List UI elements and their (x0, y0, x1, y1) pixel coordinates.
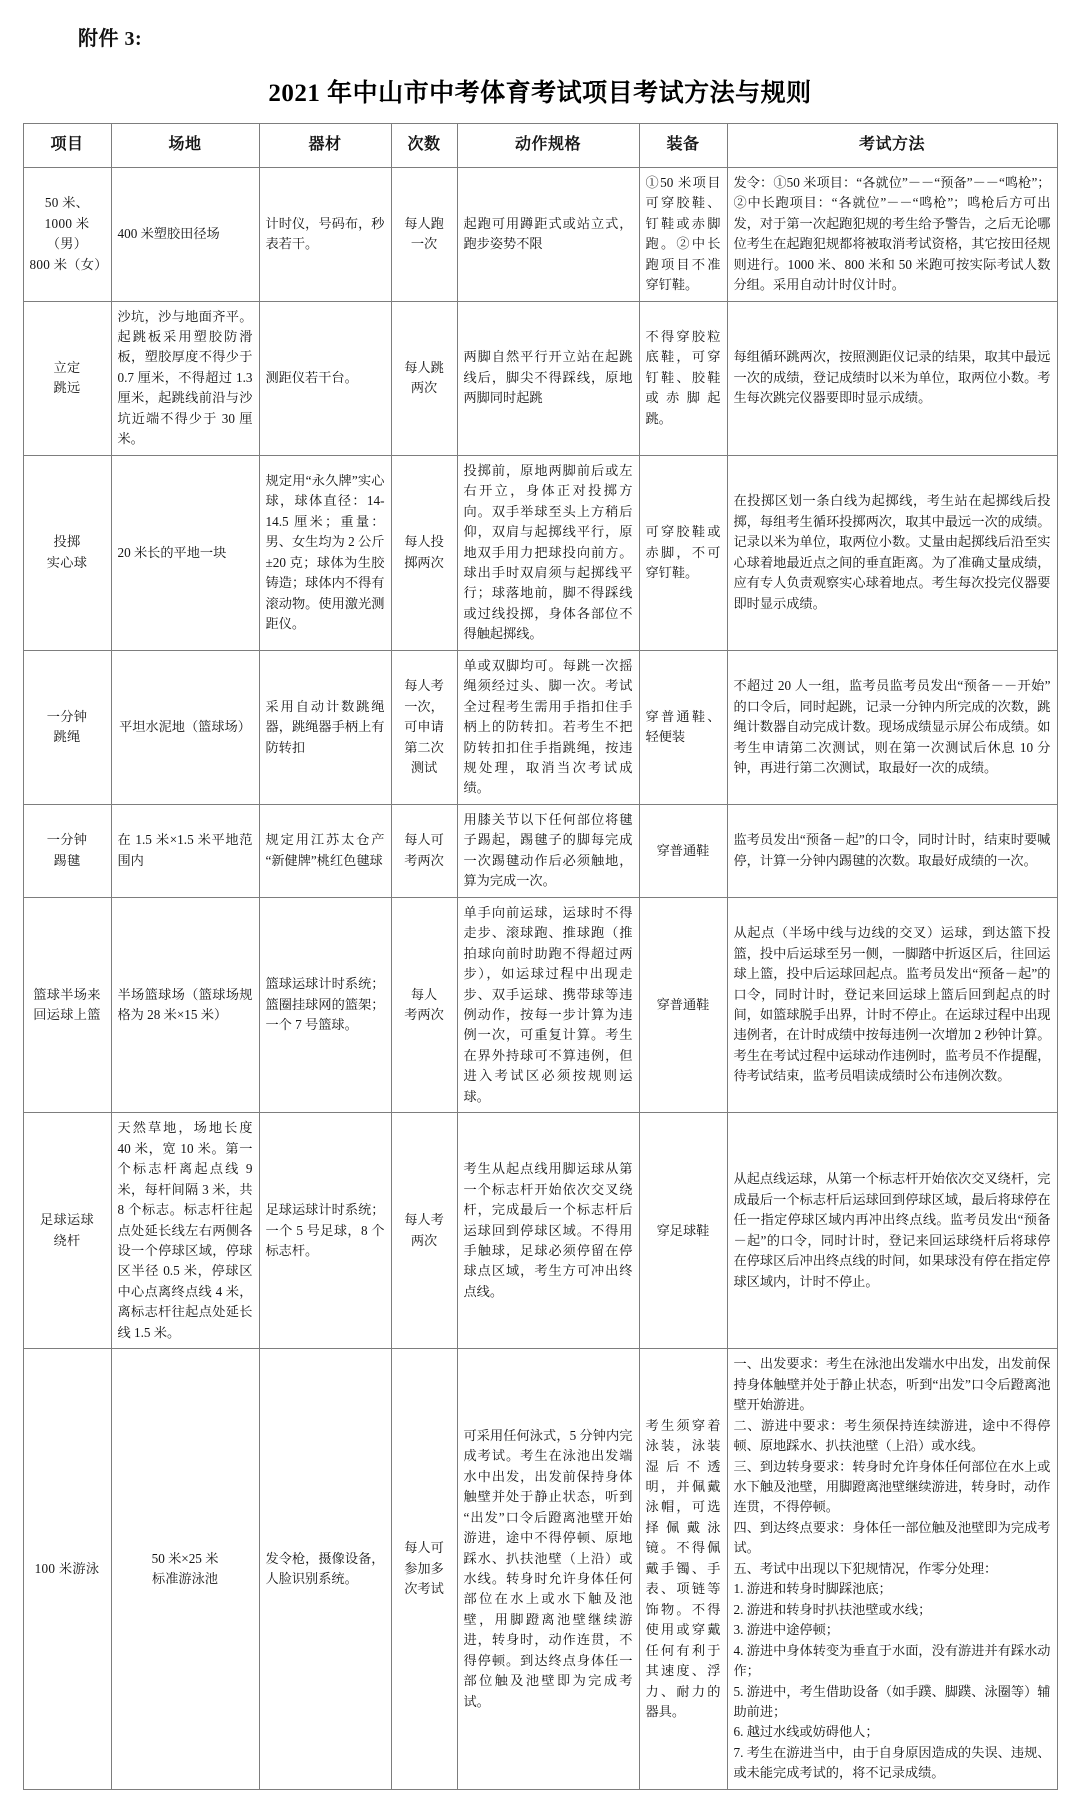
cell-gear: ①50 米项目可穿胶鞋、钉鞋或赤脚跑。②中长跑项目不准穿钉鞋。 (639, 167, 727, 301)
cell-line: 绕杆 (53, 1232, 81, 1248)
cell-equipment: 规定用江苏太仓产“新健牌”桃红色毽球 (259, 804, 391, 897)
cell-line: 50 米、 (44, 195, 90, 211)
cell-spec: 单手向前运球，运球时不得走步、滚球跑、推球跑（推拍球向前时助跑不得超过两步），如运球过程中出现走步、双手运球、携带球等违例动作，按每一步计算为违例一次，可重复计算。考生在界外持球可不算违例，但进入考试区必须按规则运球。 (457, 897, 639, 1113)
cell-method: 发令：①50 米项目：“各就位”－－“预备”－－“鸣枪”；②中长跑项目：“各就位”－－“鸣枪”；鸣枪后方可出发，对于第一次起跑犯规的考生给予警告，之后无论哪位考生在起跑犯规都将被取消考试资格，其它按田径规则进行。1000 米、800 米和 50 米跑可按实际考试人数分组。采用自动计时仪计时。 (727, 167, 1057, 301)
cell-line: 第二次 (404, 739, 444, 755)
cell-equipment: 采用自动计数跳绳器，跳绳器手柄上有防转扣 (259, 650, 391, 804)
cell-line: 足球运球 (40, 1212, 94, 1228)
cell-line: 每人可 (404, 832, 444, 848)
cell-line: 考两次 (404, 852, 444, 868)
cell-spec: 单或双脚均可。每跳一次摇绳须经过头、脚一次。考试全过程考生需用手指扣住手柄上的防转扣。若考生不把防转扣扣住手指跳绳，按违规处理，取消当次考试成绩。 (457, 650, 639, 804)
cell-spec: 考生从起点线用脚运球从第一个标志杆开始依次交叉绕杆，完成最后一个标志杆后运球回到停球区域。不得用手触球，足球必须停留在停球点区域，考生方可冲出终点线。 (457, 1113, 639, 1349)
table-row (23, 167, 1057, 301)
cell-method: 每组循环跳两次，按照测距仪记录的结果，取其中最远一次的成绩，登记成绩时以米为单位，取两位小数。考生每次跳完仪器要即时显示成绩。 (727, 301, 1057, 455)
method-paragraph: 3. 游进中途停顿； (733, 1622, 839, 1638)
cell-times (391, 301, 457, 455)
cell-line: 100 米游泳 (34, 1560, 100, 1576)
cell-times (391, 897, 457, 1113)
cell-line: 一次， (404, 698, 444, 714)
cell-times (391, 455, 457, 650)
cell-equipment: 测距仪若干台。 (259, 301, 391, 455)
cell-gear: 穿足球鞋 (639, 1113, 727, 1349)
cell-line: 每人投 (404, 534, 444, 550)
column-header-spec: 动作规格 (457, 124, 639, 168)
cell-gear: 穿普通鞋、轻便装 (639, 650, 727, 804)
cell-line: 每人可 (404, 1540, 444, 1556)
cell-line: 测试 (410, 760, 438, 776)
cell-item (23, 897, 111, 1113)
cell-line: 篮球半场来 (33, 986, 101, 1002)
cell-method (727, 1349, 1057, 1790)
method-paragraph: 二、游进中要求：考生须保持连续游进，途中不得停顿、原地踩水、扒扶池壁（上沿）或水线。 (733, 1417, 1051, 1454)
cell-venue: 半场篮球场（篮球场规格为 28 米×15 米） (111, 897, 259, 1113)
cell-item (23, 455, 111, 650)
cell-gear: 考生须穿着泳装，泳装湿后不透明，并佩戴泳帽，可选择佩戴泳镜。不得佩戴手镯、手表、项链等饰物。不得使用或穿戴任何有利于其速度、浮力、耐力的器具。 (639, 1349, 727, 1790)
cell-item (23, 1113, 111, 1349)
table-row (23, 455, 1057, 650)
cell-line: 800 米（女） (29, 256, 108, 272)
table-row (23, 897, 1057, 1113)
cell-spec: 用膝关节以下任何部位将毽子踢起，踢毽子的脚每完成一次踢毽动作后必须触地，算为完成一次。 (457, 804, 639, 897)
cell-line: 回运球上篮 (33, 1007, 101, 1023)
cell-venue: 沙坑，沙与地面齐平。起跳板采用塑胶防滑板，塑胶厚度不得少于 0.7 厘米，不得超过 1.3 厘米，起跳线前沿与沙坑近端不得少于 30 厘米。 (111, 301, 259, 455)
cell-line: 跳远 (53, 380, 81, 396)
method-paragraph: 2. 游进和转身时扒扶池壁或水线； (733, 1601, 932, 1617)
cell-equipment: 发令枪，摄像设备，人脸识别系统。 (259, 1349, 391, 1790)
method-paragraph: 四、到达终点要求：身体任一部位触及池壁即为完成考试。 (733, 1519, 1051, 1556)
cell-line: 考两次 (404, 1007, 444, 1023)
method-paragraph: 三、到边转身要求：转身时允许身体任何部位在水上或水下触及池壁，用脚蹬离池壁继续游进，转身时，动作连贯，不得停顿。 (733, 1458, 1051, 1515)
method-paragraph: 6. 越过水线或妨碍他人； (733, 1724, 879, 1740)
method-paragraph: 5. 游进中，考生借助设备（如手蹼、脚蹼、泳圈等）辅助前进； (733, 1683, 1051, 1719)
cell-venue: 400 米塑胶田径场 (111, 167, 259, 301)
cell-line: 50 米×25 米 (151, 1550, 219, 1566)
cell-gear: 可穿胶鞋或赤脚，不可穿钉鞋。 (639, 455, 727, 650)
table-header-row (23, 124, 1057, 168)
method-paragraph: 1. 游进和转身时脚踩池底； (733, 1581, 892, 1597)
column-header-item: 项目 (23, 124, 111, 168)
cell-line: 每人 (410, 986, 438, 1002)
cell-venue: 天然草地，场地长度 40 米，宽 10 米。第一个标志杆离起点线 9 米，每杆间隔 3 米，共 8 个标志。标志杆往起点处延长线左右两侧各设一个停球区域，停球区半径 0.5 米，停球区中心点离终点线 4 米，离标志杆往起点处延长线 1.5 米。 (111, 1113, 259, 1349)
cell-line: 每人考 (404, 678, 444, 694)
cell-times (391, 1113, 457, 1349)
cell-spec: 起跑可用蹲距式或站立式，跑步姿势不限 (457, 167, 639, 301)
exam-rules-table (23, 123, 1058, 1790)
cell-times (391, 1349, 457, 1790)
cell-gear: 穿普通鞋 (639, 897, 727, 1113)
cell-line: 一次 (410, 236, 438, 252)
cell-line: 标准游泳池 (152, 1571, 218, 1587)
cell-line: 跳绳 (53, 729, 81, 745)
table-body (23, 167, 1057, 1789)
cell-line: 每人考 (404, 1212, 444, 1228)
cell-method: 从起点线运球，从第一个标志杆开始依次交叉绕杆，完成最后一个标志杆后运球回到停球区域，最后将球停在任一指定停球区域内再冲出终点线。监考员发出“预备－起”的口令，同时计时，登记来回运球绕杆后将球停在停球区后冲出终点线的时间，如果球没有停在指定停球区域内，计时不停止。 (727, 1113, 1057, 1349)
cell-method: 在投掷区划一条白线为起掷线，考生站在起掷线后投掷，每组考生循环投掷两次，取其中最远一次的成绩。记录以米为单位，取两位小数。丈量由起掷线后沿至实心球着地最近点之间的垂直距离。为了准确丈量成绩，应有专人负责观察实心球着地点。考生每次投完仪器要即时显示成绩。 (727, 455, 1057, 650)
cell-times (391, 650, 457, 804)
cell-line: 一分钟 (46, 832, 88, 848)
cell-method: 监考员发出“预备－起”的口令，同时计时，结束时要喊停，计算一分钟内踢毽的次数。取最好成绩的一次。 (727, 804, 1057, 897)
cell-equipment: 计时仪，号码布，秒表若干。 (259, 167, 391, 301)
cell-line: 每人跑 (404, 215, 444, 231)
method-paragraph: 五、考试中出现以下犯规情况，作零分处理： (733, 1560, 998, 1576)
cell-venue: 在 1.5 米×1.5 米平地范围内 (111, 804, 259, 897)
cell-line: 一分钟 (46, 708, 88, 724)
cell-spec: 投掷前，原地两脚前后或左右开立，身体正对投掷方向。双手举球至头上方稍后仰，双肩与起掷线平行，原地双手用力把球投向前方。球出手时双肩须与起掷线平行；球落地前，脚不得踩线或过线投掷，身体各部位不得触起掷线。 (457, 455, 639, 650)
cell-line: 两次 (410, 380, 438, 396)
cell-line: 掷两次 (404, 554, 444, 570)
cell-item (23, 167, 111, 301)
cell-equipment: 足球运球计时系统；一个 5 号足球，8 个标志杆。 (259, 1113, 391, 1349)
cell-method: 从起点（半场中线与边线的交叉）运球，到达篮下投篮，投中后运球至另一侧，一脚踏中折返区后，往回运球上篮，投中后运球回起点。监考员发出“预备－起”的口令，同时计时，登记来回运球上篮后回到起点的时间，如篮球脱手出界，计时不停止。在运球过程中出现违例者，在计时成绩中按每违例一次增加 2 秒钟计算。考生在考试过程中运球动作违例时，监考员不作提醒，待考试结束，监考员唱读成绩时公布违例次数。 (727, 897, 1057, 1113)
cell-item (23, 804, 111, 897)
method-paragraph: 一、出发要求：考生在泳池出发端水中出发，出发前保持身体触壁并处于静止状态，听到“出发”口令后蹬离池壁开始游进。 (733, 1356, 1051, 1413)
cell-times (391, 167, 457, 301)
cell-item (23, 301, 111, 455)
cell-item (23, 1349, 111, 1790)
attachment-label: 附件 3: (78, 28, 143, 50)
cell-line: 参加多 (404, 1560, 444, 1576)
cell-gear: 穿普通鞋 (639, 804, 727, 897)
table-row (23, 1349, 1057, 1790)
column-header-times: 次数 (391, 124, 457, 168)
cell-spec: 可采用任何泳式，5 分钟内完成考试。考生在泳池出发端水中出发，出发前保持身体触壁并处于静止状态，听到“出发”口令后蹬离池壁开始游进，途中不得停顿、原地踩水、扒扶池壁（上沿）或水线。转身时允许身体任何部位在水上或水下触及池壁，用脚蹬离池壁继续游进，转身时，动作连贯，不得停顿。到达终点身体任一部位触及池壁即为完成考试。 (457, 1349, 639, 1790)
cell-line: 立定 (53, 359, 81, 375)
cell-line: 1000 米（男） (44, 215, 90, 252)
cell-times (391, 804, 457, 897)
cell-line: 可申请 (404, 719, 444, 735)
cell-line: 两次 (410, 1232, 438, 1248)
cell-line: 每人跳 (404, 359, 444, 375)
column-header-equipment: 器材 (259, 124, 391, 168)
cell-equipment: 规定用“永久牌”实心球，球体直径：14-14.5 厘米；重量：男、女生均为 2 公斤±20 克；球体为生胶铸造；球体内不得有滚动物。使用激光测距仪。 (259, 455, 391, 650)
cell-line: 投掷 (53, 534, 81, 550)
cell-venue: 平坦水泥地（篮球场） (111, 650, 259, 804)
table-row (23, 650, 1057, 804)
cell-gear: 不得穿胶粒底鞋，可穿钉鞋、胶鞋或赤脚起跳。 (639, 301, 727, 455)
method-paragraph: 7. 考生在游进当中，由于自身原因造成的失误、违规、或未能完成考试的，将不记录成绩。 (733, 1744, 1051, 1781)
cell-spec: 两脚自然平行开立站在起跳线后，脚尖不得踩线，原地两脚同时起跳 (457, 301, 639, 455)
cell-venue (111, 1349, 259, 1790)
table-row (23, 804, 1057, 897)
method-paragraph: 4. 游进中身体转变为垂直于水面，没有游进并有踩水动作； (733, 1642, 1051, 1679)
cell-line: 实心球 (46, 554, 88, 570)
column-header-venue: 场地 (111, 124, 259, 168)
cell-line: 次考试 (404, 1581, 444, 1597)
cell-method: 不超过 20 人一组，监考员监考员发出“预备－－开始”的口令后，同时起跳，记录一分钟内所完成的次数，跳绳计数器自动完成计数。现场成绩显示屏公布成绩。如考生申请第二次测试，则在第一次测试后休息 10 分钟，再进行第二次测试，取最好一次的成绩。 (727, 650, 1057, 804)
page-title: 2021 年中山市中考体育考试项目考试方法与规则 (268, 80, 812, 107)
cell-line: 踢毽 (53, 852, 81, 868)
cell-item (23, 650, 111, 804)
cell-equipment: 篮球运球计时系统；篮圈挂球网的篮架；一个 7 号篮球。 (259, 897, 391, 1113)
cell-venue: 20 米长的平地一块 (111, 455, 259, 650)
column-header-method: 考试方法 (727, 124, 1057, 168)
table-row (23, 1113, 1057, 1349)
table-row (23, 301, 1057, 455)
column-header-gear: 装备 (639, 124, 727, 168)
